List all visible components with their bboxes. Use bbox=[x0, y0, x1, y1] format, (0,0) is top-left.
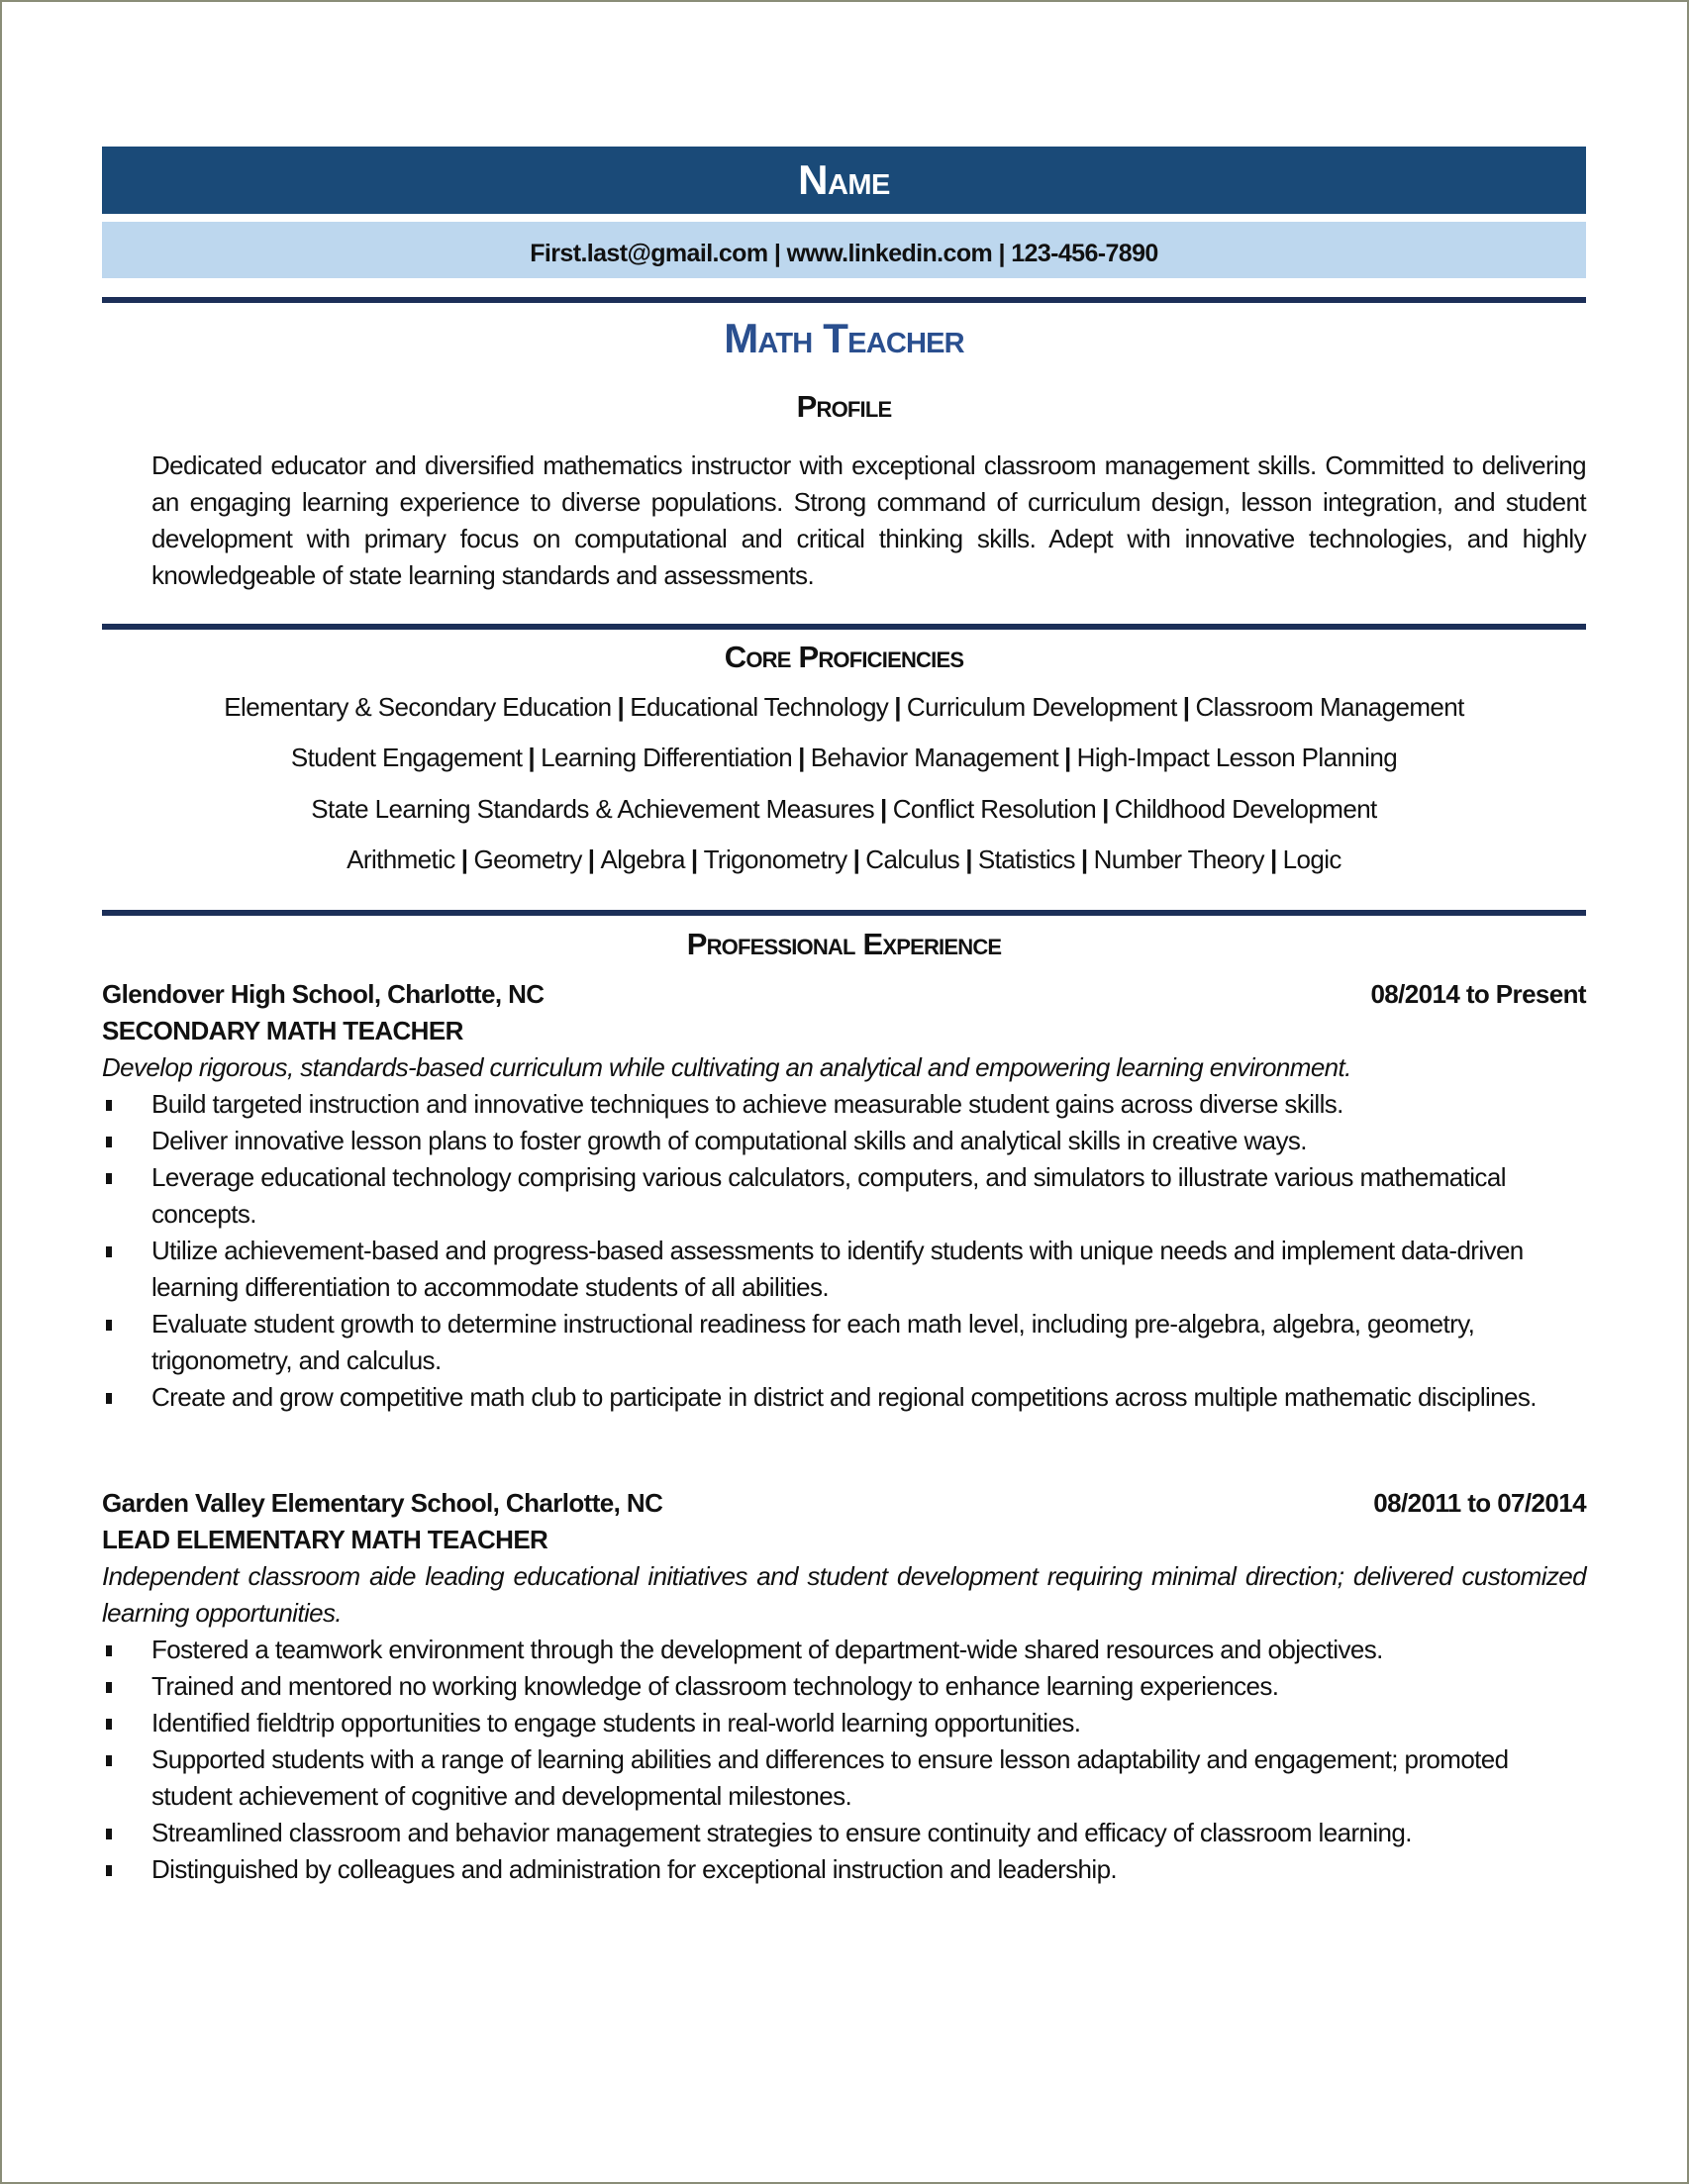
separator: | bbox=[1182, 692, 1190, 722]
achievement-text: Leverage educational technology comprising various calculators, computers, and simulators to illustrate various mathematical concepts. bbox=[151, 1162, 1506, 1229]
square-bullet-icon bbox=[106, 1246, 112, 1257]
separator: | bbox=[1269, 844, 1277, 874]
square-bullet-icon bbox=[106, 1755, 112, 1766]
square-bullet-icon bbox=[106, 1393, 112, 1404]
achievement-item bbox=[102, 1741, 1586, 1815]
experience-entry bbox=[102, 976, 1586, 1416]
achievement-text: Identified fieldtrip opportunities to engage students in real-world learning opportunities. bbox=[151, 1708, 1081, 1737]
proficiency-row bbox=[102, 738, 1586, 788]
achievement-text: Deliver innovative lesson plans to foster growth of computational skills and analytical skills in creative ways. bbox=[151, 1126, 1307, 1155]
divider-rule bbox=[102, 624, 1586, 630]
square-bullet-icon bbox=[106, 1645, 112, 1656]
proficiency-item: Childhood Development bbox=[1114, 793, 1377, 824]
achievement-item bbox=[102, 1815, 1586, 1851]
separator: | bbox=[460, 844, 468, 874]
proficiency-item: Behavior Management bbox=[810, 743, 1058, 773]
achievement-item bbox=[102, 1086, 1586, 1123]
role-title: SECONDARY MATH TEACHER bbox=[102, 1016, 463, 1045]
proficiency-row bbox=[102, 789, 1586, 840]
square-bullet-icon bbox=[106, 1100, 112, 1111]
proficiency-item: Trigonometry bbox=[703, 844, 847, 874]
square-bullet-icon bbox=[106, 1320, 112, 1331]
achievement-text: Streamlined classroom and behavior management strategies to ensure continuity and efficacy of classroom learning. bbox=[151, 1818, 1412, 1847]
separator: | bbox=[1063, 743, 1071, 773]
achievement-item bbox=[102, 1159, 1586, 1233]
employer: Garden Valley Elementary School, Charlotte, NC bbox=[102, 1488, 663, 1518]
candidate-name: Name bbox=[798, 156, 890, 203]
square-bullet-icon bbox=[106, 1137, 112, 1147]
square-bullet-icon bbox=[106, 1173, 112, 1184]
achievement-list bbox=[102, 1086, 1586, 1416]
proficiency-item: Elementary & Secondary Education bbox=[224, 692, 612, 722]
separator: | bbox=[587, 844, 595, 874]
square-bullet-icon bbox=[106, 1682, 112, 1693]
achievement-item bbox=[102, 1705, 1586, 1741]
separator: | bbox=[1080, 844, 1088, 874]
proficiencies-list bbox=[102, 687, 1586, 890]
achievement-item bbox=[102, 1123, 1586, 1159]
separator: | bbox=[617, 692, 625, 722]
divider-rule bbox=[102, 910, 1586, 916]
proficiency-item: Logic bbox=[1282, 844, 1341, 874]
square-bullet-icon bbox=[106, 1719, 112, 1730]
achievement-text: Evaluate student growth to determine instructional readiness for each math level, including pre-algebra, algebra, geometry, trigonometry, and calculus. bbox=[151, 1309, 1475, 1375]
achievement-item bbox=[102, 1306, 1586, 1379]
separator: | bbox=[880, 793, 887, 824]
proficiency-item: Algebra bbox=[600, 844, 685, 874]
name-banner bbox=[102, 147, 1586, 214]
job-title: Math Teacher bbox=[724, 315, 964, 361]
profile-summary: Dedicated educator and diversified mathematics instructor with exceptional classroom management skills. Committed to delivering an engaging learning experience to diverse populations. Strong command of curriculum design, lesson integration, and student development with primary focus on computational and critical thinking skills. Adept with innovative technologies, and highly knowledgeable of state learning standards and assessments. bbox=[151, 450, 1586, 590]
proficiency-row bbox=[102, 840, 1586, 890]
proficiency-item: Educational Technology bbox=[630, 692, 889, 722]
section-heading-proficiencies: Core Proficiencies bbox=[724, 640, 964, 674]
proficiency-item: Curriculum Development bbox=[906, 692, 1177, 722]
achievement-text: Distinguished by colleagues and administration for exceptional instruction and leadership. bbox=[151, 1854, 1118, 1884]
employment-dates: 08/2011 to 07/2014 bbox=[1373, 1488, 1586, 1518]
role-summary: Develop rigorous, standards-based curriculum while cultivating an analytical and empowering learning environment. bbox=[102, 1052, 1351, 1082]
achievement-text: Build targeted instruction and innovative techniques to achieve measurable student gains across diverse skills. bbox=[151, 1089, 1343, 1119]
proficiency-row bbox=[102, 687, 1586, 738]
proficiency-item: Geometry bbox=[473, 844, 582, 874]
separator: | bbox=[528, 743, 536, 773]
square-bullet-icon bbox=[106, 1829, 112, 1839]
proficiency-item: Learning Differentiation bbox=[541, 743, 793, 773]
proficiency-item: High-Impact Lesson Planning bbox=[1076, 743, 1398, 773]
proficiency-item: Arithmetic bbox=[347, 844, 455, 874]
divider-rule bbox=[102, 297, 1586, 303]
contact-info: First.last@gmail.com | www.linkedin.com | 123-456-7890 bbox=[530, 240, 1158, 267]
job-header bbox=[102, 1485, 1586, 1522]
achievement-item bbox=[102, 1632, 1586, 1668]
separator: | bbox=[798, 743, 805, 773]
separator: | bbox=[1102, 793, 1109, 824]
achievement-item bbox=[102, 1233, 1586, 1306]
achievement-item bbox=[102, 1668, 1586, 1705]
separator: | bbox=[965, 844, 972, 874]
experience-entry bbox=[102, 1485, 1586, 1888]
proficiency-item: State Learning Standards & Achievement Measures bbox=[311, 793, 875, 824]
proficiency-item: Classroom Management bbox=[1195, 692, 1464, 722]
employer: Glendover High School, Charlotte, NC bbox=[102, 979, 545, 1009]
separator: | bbox=[852, 844, 860, 874]
achievement-text: Supported students with a range of learning abilities and differences to ensure lesson adaptability and engagement; promoted student achievement of cognitive and developmental milestones. bbox=[151, 1744, 1509, 1811]
contact-banner bbox=[102, 222, 1586, 278]
achievement-text: Utilize achievement-based and progress-based assessments to identify students with unique needs and implement data-driven learning differentiation to accommodate students of all abilities. bbox=[151, 1236, 1524, 1302]
role-summary: Independent classroom aide leading educational initiatives and student development requiring minimal direction; delivered customized learning opportunities. bbox=[102, 1561, 1586, 1628]
achievement-text: Trained and mentored no working knowledge of classroom technology to enhance learning experiences. bbox=[151, 1671, 1279, 1701]
square-bullet-icon bbox=[106, 1865, 112, 1876]
proficiency-item: Statistics bbox=[977, 844, 1075, 874]
proficiency-item: Student Engagement bbox=[290, 743, 523, 773]
role-title: LEAD ELEMENTARY MATH TEACHER bbox=[102, 1525, 548, 1554]
achievement-text: Fostered a teamwork environment through the development of department-wide shared resources and objectives. bbox=[151, 1635, 1383, 1664]
achievement-item bbox=[102, 1379, 1586, 1416]
section-heading-profile: Profile bbox=[796, 389, 892, 424]
separator: | bbox=[690, 844, 698, 874]
proficiency-item: Calculus bbox=[865, 844, 960, 874]
employment-dates: 08/2014 to Present bbox=[1370, 979, 1586, 1009]
achievement-text: Create and grow competitive math club to participate in district and regional competitions across multiple mathematic disciplines. bbox=[151, 1382, 1537, 1412]
job-header bbox=[102, 976, 1586, 1013]
achievement-item bbox=[102, 1851, 1586, 1888]
achievement-list bbox=[102, 1632, 1586, 1888]
proficiency-item: Number Theory bbox=[1093, 844, 1264, 874]
proficiency-item: Conflict Resolution bbox=[892, 793, 1097, 824]
section-heading-experience: Professional Experience bbox=[686, 927, 1002, 961]
separator: | bbox=[894, 692, 901, 722]
